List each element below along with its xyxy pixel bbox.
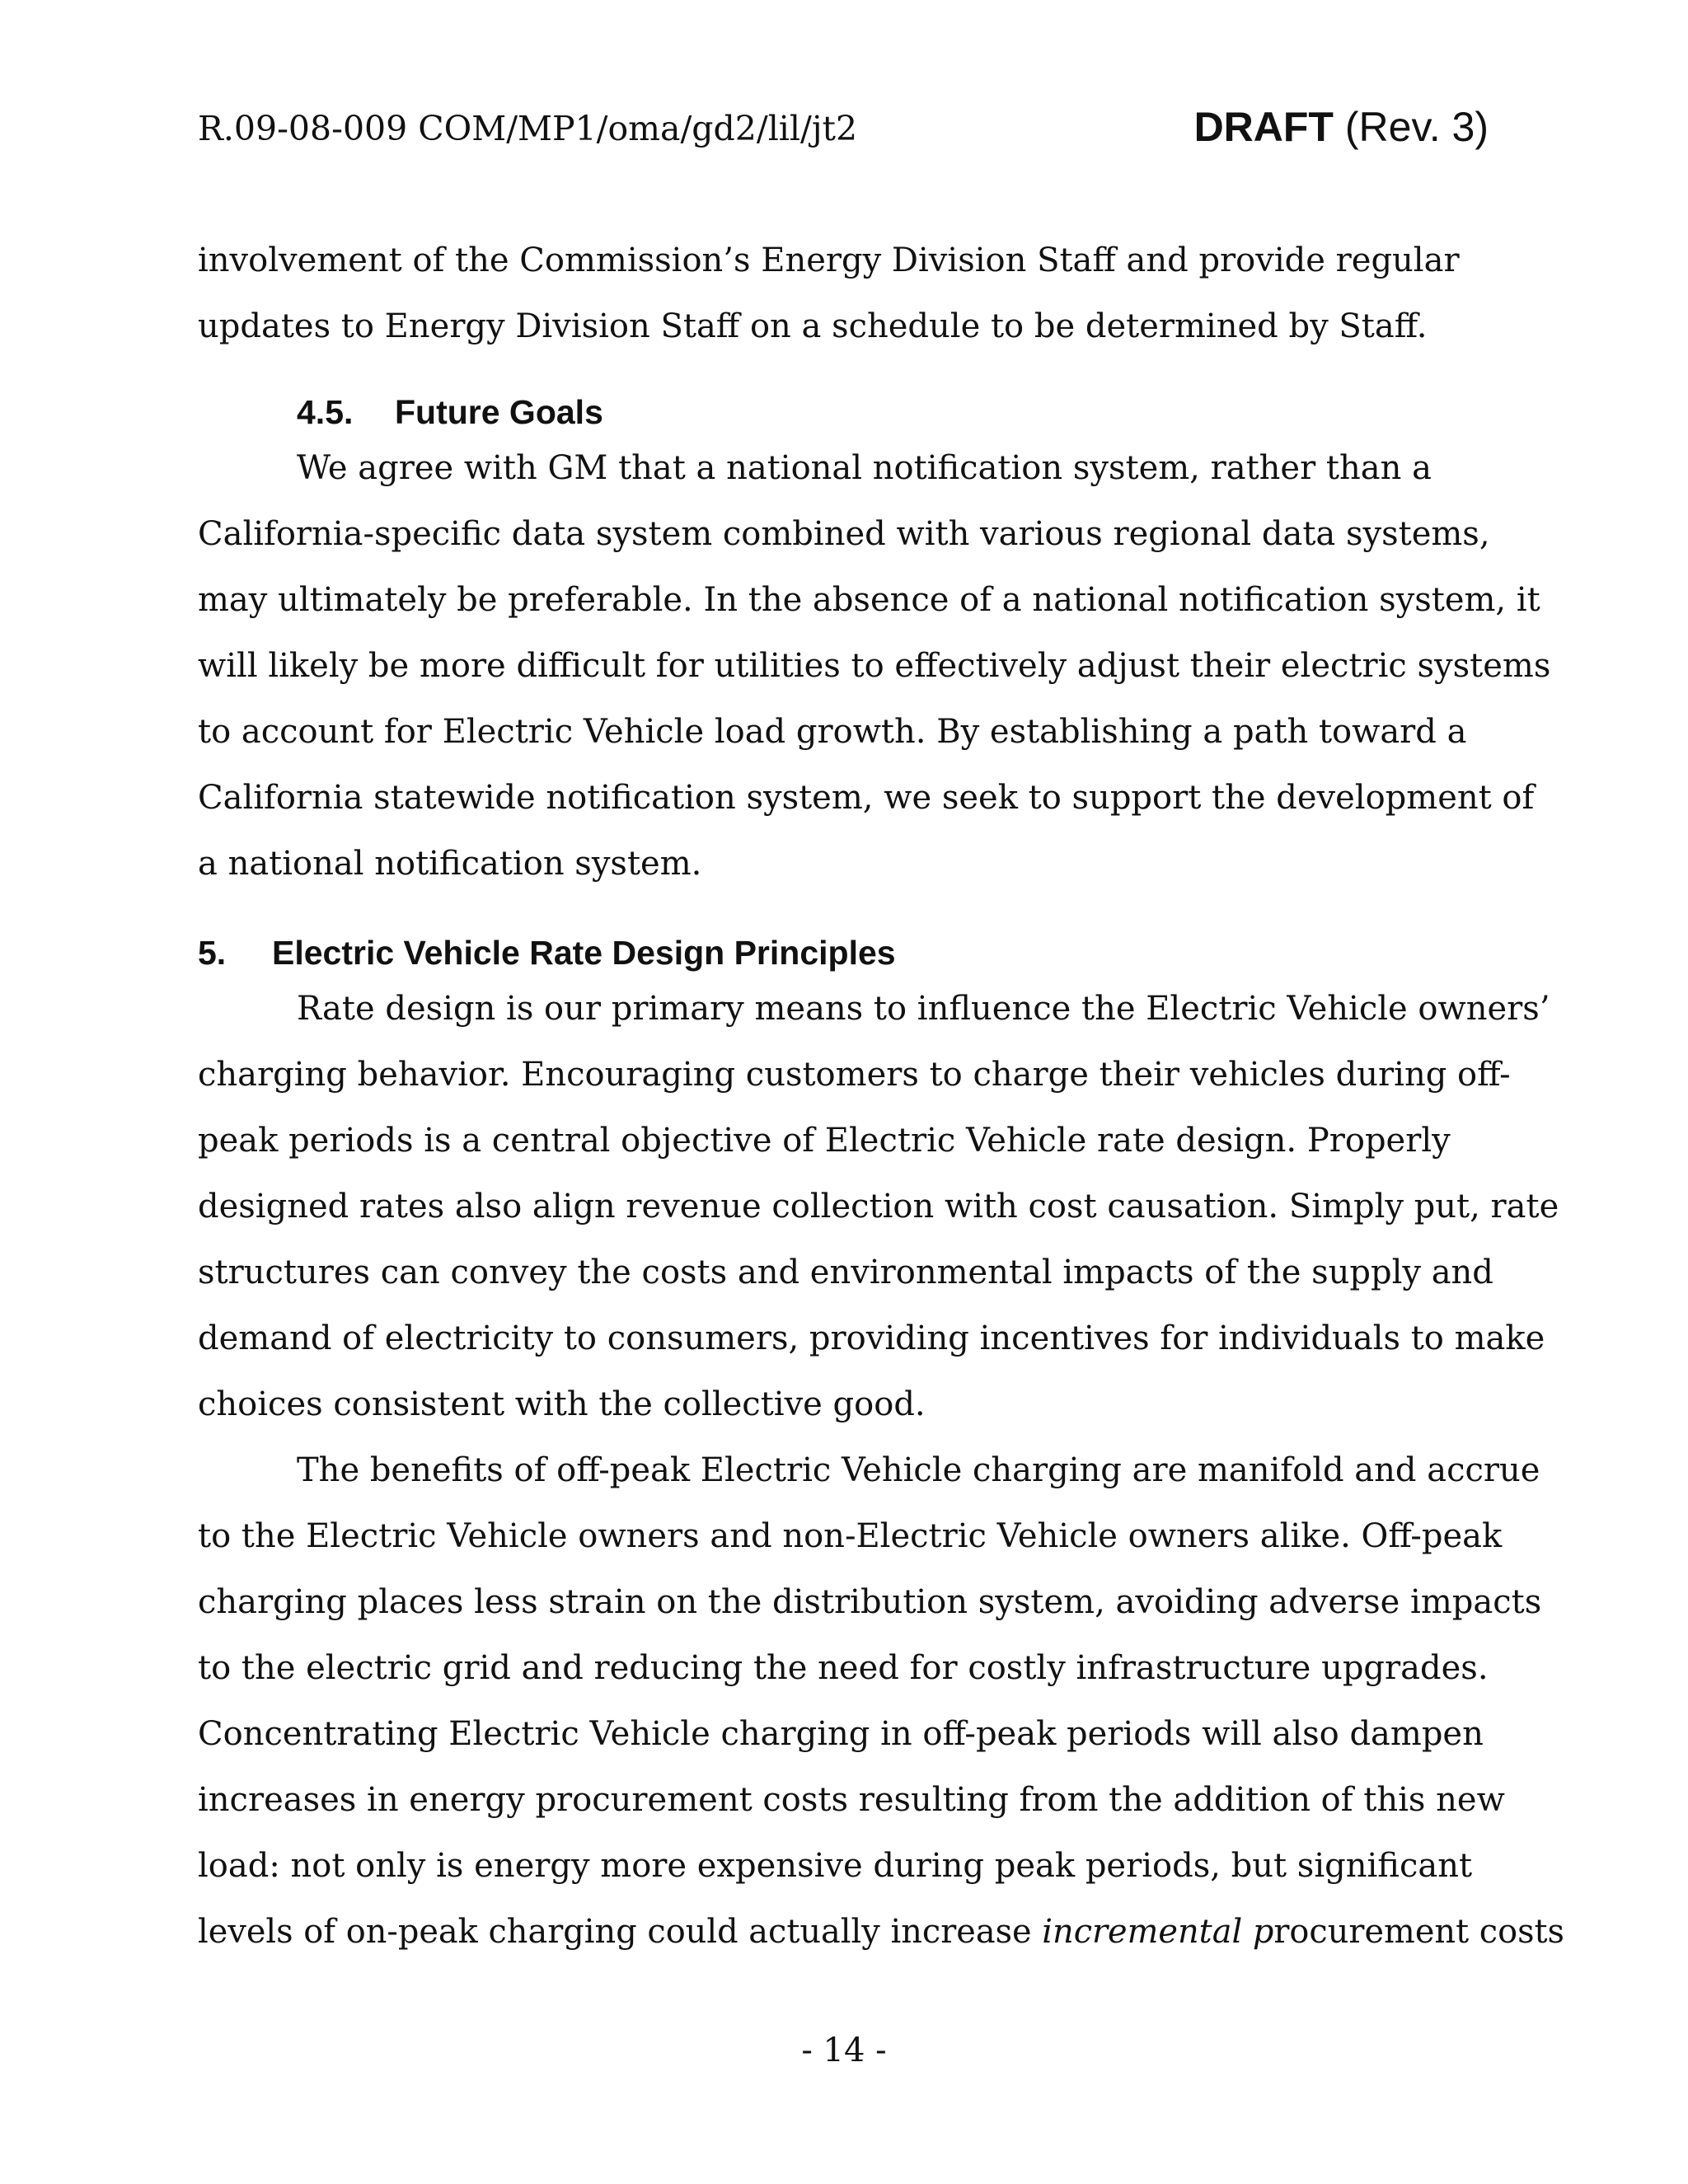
paragraph-line: demand of electricity to consumers, providing incentives for individuals to make <box>198 1319 1545 1357</box>
intro-line: updates to Energy Division Staff on a schedule to be determined by Staff. <box>198 307 1428 345</box>
section-heading-5 <box>198 930 896 976</box>
paragraph-line: choices consistent with the collective good. <box>198 1385 926 1423</box>
paragraph-line: The benefits of off-peak Electric Vehicle charging are manifold and accrue <box>297 1451 1540 1489</box>
paragraph-line: load: not only is energy more expensive during peak periods, but significant <box>198 1847 1473 1885</box>
text-run: levels of on-peak charging could actually increase <box>198 1913 1043 1951</box>
paragraph-line: designed rates also align revenue collection with cost causation. Simply put, rate <box>198 1188 1559 1226</box>
paragraph-line: Concentrating Electric Vehicle charging in off-peak periods will also dampen <box>198 1715 1484 1753</box>
draft-banner <box>1194 101 1489 153</box>
draft-label: DRAFT <box>1193 104 1334 150</box>
text-run: rocurement costs <box>1273 1913 1564 1951</box>
paragraph-line: may ultimately be preferable. In the absence of a national notification system, it <box>198 581 1540 619</box>
section-title: Future Goals <box>395 393 603 431</box>
docket-number: R.09-08-009 COM/MP1/oma/gd2/lil/jt2 <box>198 109 858 148</box>
paragraph-line: to account for Electric Vehicle load growth. By establishing a path toward a <box>198 713 1467 751</box>
paragraph-line-last <box>198 1909 1564 1955</box>
paragraph-line: peak periods is a central objective of Electric Vehicle rate design. Properly <box>198 1122 1451 1160</box>
paragraph-line: charging places less strain on the distribution system, avoiding adverse impacts <box>198 1583 1542 1621</box>
section-number: 5. <box>198 934 227 972</box>
paragraph-line: California-specific data system combined with various regional data systems, <box>198 515 1490 553</box>
paragraph-line: California statewide notification system, we seek to support the development of <box>198 779 1535 817</box>
paragraph-line: structures can convey the costs and environmental impacts of the supply and <box>198 1254 1493 1291</box>
revision-label: (Rev. 3) <box>1344 104 1489 150</box>
section-title: Electric Vehicle Rate Design Principles <box>272 934 896 972</box>
section-heading-4-5 <box>297 389 603 435</box>
paragraph-line: Rate design is our primary means to influence the Electric Vehicle owners’ <box>297 990 1550 1028</box>
intro-line: involvement of the Commission’s Energy Division Staff and provide regular <box>198 241 1460 279</box>
page-number: - 14 - <box>801 2032 887 2069</box>
section-number: 4.5. <box>297 393 354 431</box>
paragraph-line: charging behavior. Encouraging customers to charge their vehicles during off- <box>198 1056 1511 1094</box>
paragraph-line: will likely be more difficult for utilities to effectively adjust their electric systems <box>198 647 1551 685</box>
paragraph-line: increases in energy procurement costs resulting from the addition of this new <box>198 1781 1505 1819</box>
paragraph-line: a national notification system. <box>198 845 702 883</box>
italic-text-run: incremental p <box>1042 1913 1274 1951</box>
paragraph-line: to the Electric Vehicle owners and non-Electric Vehicle owners alike. Off-peak <box>198 1517 1503 1555</box>
paragraph-line: to the electric grid and reducing the need for costly infrastructure upgrades. <box>198 1649 1489 1687</box>
paragraph-line: We agree with GM that a national notification system, rather than a <box>297 449 1432 487</box>
